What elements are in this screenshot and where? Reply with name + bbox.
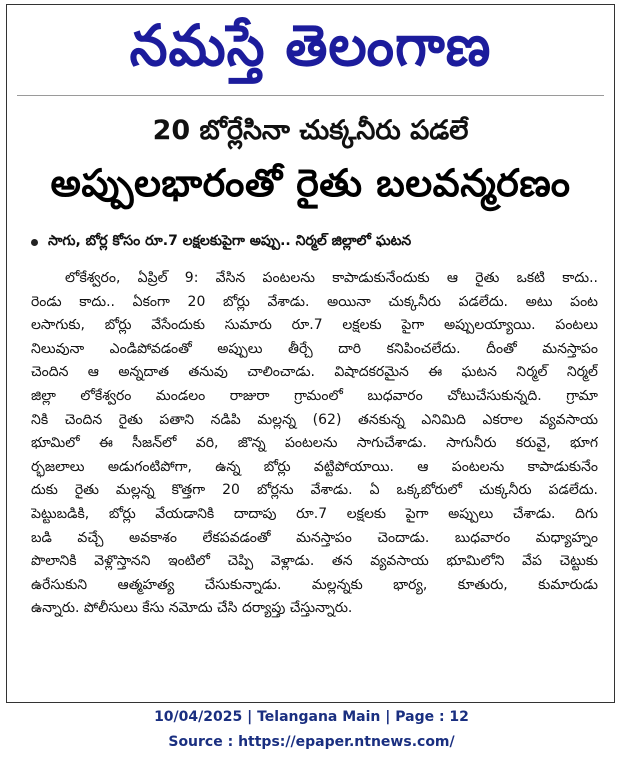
masthead-divider — [17, 95, 604, 96]
body-line: పొలానికి వెళ్లొస్తానని ఇంటిలో చెప్పి వెళ్లాడు. తన వ్యవసాయ భూమిలోని వేప చెట్టుకు — [31, 553, 598, 570]
body-line: నికి చెందిన రైతు పతాని నడిపి మల్లన్న (62) తనకున్న ఎనిమిది ఎకరాల వ్యవసాయ — [31, 411, 598, 428]
headline-main: అప్పులభారంతో రైతు బలవన్మరణం — [50, 161, 571, 205]
body-line: చెందిన ఆ అన్నదాత తనువు చాలించాడు. విషాదకరమైన ఈ ఘటన నిర్మల్ నిర్మల్ — [31, 364, 598, 381]
edition-info: 10/04/2025 | Telangana Main | Page : 12 — [154, 709, 469, 725]
body-line: నిలువునా ఎండిపోవడంతో అప్పులు తీర్చే దారి కనిపించలేదు. దీంతో మనస్తాపం — [31, 340, 598, 357]
body-line: ఉన్నారు. పోలీసులు కేసు నమోదు చేసి దర్యాప్తు చేస్తున్నారు. — [31, 600, 353, 617]
body-line: భూమిలో ఈ సీజన్‌లో వరి, జొన్న పంటలను సాగుచేశాడు. సాగునీరు కరువై, భూగ — [31, 435, 598, 452]
newspaper-clipping — [6, 4, 615, 703]
body-line: దుకు రైతు మల్లన్న కొత్తగా 20 బోర్లను వేశాడు. ఏ ఒక్కబోరులో చుక్కనీరు పడలేదు. — [31, 482, 598, 499]
subheadline-text: సాగు, బోర్ల కోసం రూ.7 లక్షలకుపైగా అప్పు.. నిర్మల్ జిల్లాలో ఘటన — [48, 233, 412, 249]
bullet-icon — [31, 239, 38, 246]
body-line: ర్భజలాలు అడుగంటిపోగా, ఉన్న బోర్లు వట్టిపోయాయి. ఆ పంటలను కాపాడుకునేం — [31, 458, 598, 475]
source-link[interactable]: Source : https://epaper.ntnews.com/ — [168, 734, 455, 750]
body-line: రెండు కాదు.. ఏకంగా 20 బోర్లు వేశాడు. అయినా చుక్కనీరు పడలేదు. అటు పంట — [31, 293, 598, 310]
headline-top: 20 బోర్లేసినా చుక్కనీరు పడలే — [152, 115, 469, 146]
body-line: ఉరేసుకుని ఆత్మహత్య చేసుకున్నాడు. మల్లన్నకు భార్య, కూతురు, కుమారుడు — [31, 576, 598, 593]
subheadline — [31, 233, 594, 252]
masthead — [7, 7, 614, 85]
body-line: లసాగుకు, బోర్లు వేసేందుకు సుమారు రూ.7 లక్షలకు పైగా అప్పులయ్యాయి. పంటలు — [31, 317, 598, 334]
body-line: లోకేశ్వరం, ఏప్రిల్ 9: వేసిన పంటలను కాపాడుకునేందుకు ఆ రైతు ఒకటి కాదు.. — [65, 270, 598, 286]
article-body — [31, 267, 598, 621]
body-line: బడి వచ్చే అవకాశం లేకపవడంతో మనస్తాపం చెందాడు. బుధవారం మధ్యాహ్నం — [31, 529, 598, 546]
body-line: పెట్టుబడికి, బోర్లు వేయడానికి దాదాపు రూ.7 లక్షలకు పైగా అప్పులు చేశాడు. దిగు — [31, 505, 598, 522]
masthead-logo: నమస్తే తెలంగాణ — [129, 12, 492, 79]
body-line: జిల్లా లోకేశ్వరం మండలం రాజురా గ్రామంలో బుధవారం చోటుచేసుకున్నది. గ్రామా — [31, 387, 598, 404]
